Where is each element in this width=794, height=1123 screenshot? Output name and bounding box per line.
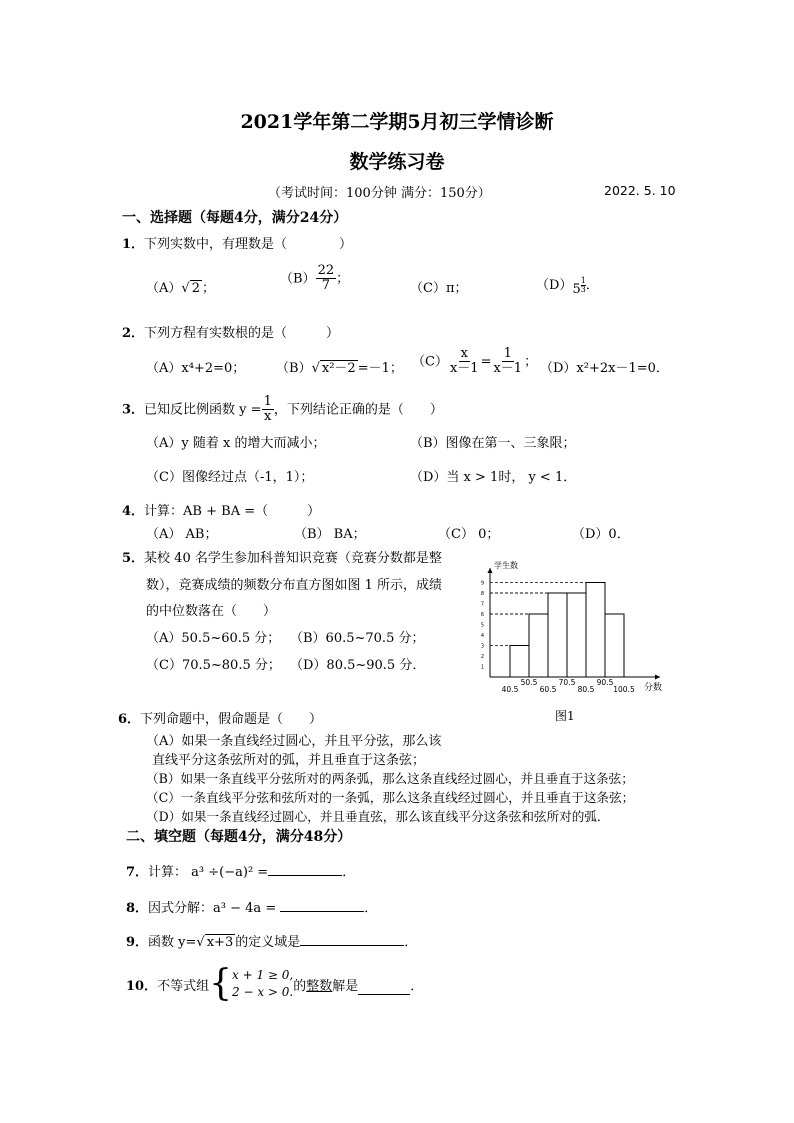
question-5 [122,547,442,566]
question-stem: 下列命题中，假命题是（ ） [140,712,323,727]
x-tick-label: 70.5 [558,678,576,687]
emphasized-word: 整数 [306,978,333,994]
question-1 [122,233,352,252]
question-10 [126,963,424,1004]
histogram-bar [586,583,605,678]
histogram-bar [548,593,567,677]
x-tick-label: 40.5 [501,685,519,694]
histogram-bar [529,614,548,677]
q4-option-b: （B） BA； [294,527,366,542]
q6-option-a-line1: （A）如果一条直线经过圆心，并且平分弦，那么该 [146,734,442,749]
y-tick-label: 3 [480,643,484,650]
q2-option-d: （D）x²+2x－1=0． [540,361,669,376]
answer-blank[interactable] [300,934,404,946]
histogram-bar [567,593,586,677]
page-title: 2021学年第二学期5月初三学情诊断 [240,111,554,133]
histogram-bar [605,614,624,677]
exam-info: （考试时间：100分钟 满分：150分） [268,186,491,201]
q3-option-b: （B）图像在第一、三象限； [410,436,576,451]
stem-text: 解是 [332,978,359,994]
y-tick-label: 1 [480,664,484,671]
q6-option-d: （D）如果一条直线经过圆心，并且垂直弦，那么该直线平分这条弦和弦所对的弧． [146,809,610,824]
exp-den: 3 [580,285,586,294]
y-tick-label: 2 [480,654,484,660]
denominator: x－1 [493,361,523,377]
option-label: （C） [412,354,448,370]
question-stem: 下列实数中，有理数是（ ） [144,237,353,252]
question-number: 9． [126,935,149,950]
section-heading-fill: 二、填空题（每题4分，满分48分） [126,829,352,845]
option-label: （B） [280,271,316,287]
exam-date: 2022. 5. 10 [604,183,676,198]
equals: = [480,354,492,370]
x-tick-label: 50.5 [520,678,538,687]
inequality-2: 2 − x > 0. [232,985,294,999]
numerator: 1 [503,346,512,361]
question-7 [126,861,355,880]
question-8 [126,897,377,916]
question-stem: 已知反比例函数 y = [144,402,262,418]
separator: ； [524,354,538,370]
q2-option-c [412,347,537,377]
question-number: 2． [122,326,145,341]
q6-option-a-line2: 直线平分这条弦所对的弧，并且垂直于这条弦； [152,753,426,768]
equation-rhs: =－1； [357,361,403,376]
y-axis-arrow [488,568,493,573]
x-tick-label: 100.5 [613,685,635,694]
question-number: 5． [122,551,145,566]
stem-text: 的 [293,978,307,994]
radicand: 2 [191,281,200,296]
x-tick-label: 60.5 [539,685,557,694]
numerator: 22 [317,263,335,278]
q5-stem-line2: 数），竞赛成绩的频数分布直方图如图 1 所示，成绩 [146,578,443,593]
y-tick-label: 4 [480,633,484,639]
answer-blank[interactable] [280,900,364,912]
question-4 [122,500,320,519]
y-tick-label: 6 [480,612,484,618]
radicand: x²－2 [321,361,356,376]
bars [510,583,624,678]
q6-option-b: （B）如果一条直线平分弦所对的两条弧，那么这条直线经过圆心，并且垂直于这条弦； [146,771,634,786]
denominator: x－1 [449,361,479,377]
q5-option-d: （D）80.5~90.5 分． [290,658,426,673]
numerator: 1 [263,394,272,409]
numerator: x [460,346,468,361]
radicand: x+3 [206,935,234,950]
question-9: 9．函数 y=√ x+3 的定义域是 ． [126,935,418,950]
q5-option-a: （A）50.5~60.5 分； [146,631,281,646]
x-tick-label: 80.5 [577,685,595,694]
question-number: 8． [126,901,149,916]
x-axis-arrow [655,675,660,680]
fraction [491,347,524,377]
q3-option-d: （D）当 x > 1时， y < 1． [410,470,577,485]
q3-option-a: （A）y 随着 x 的增大而减小； [146,436,326,451]
question-number: 4． [122,504,145,519]
q4-option-d: （D）0． [572,527,630,542]
fraction [448,347,481,377]
punctuation: ． [342,865,356,880]
exp-num: 1 [580,276,586,285]
inequality-1: x + 1 ≥ 0, [232,967,294,982]
question-number: 6． [118,712,141,727]
figure-caption: 图1 [555,709,575,723]
y-tick-label: 8 [480,591,484,597]
question-3 [122,395,443,425]
histogram-bar [510,646,529,678]
system-brace: { [209,963,233,1004]
q5-stem-line3: 的中位数落在（ ） [146,604,277,619]
question-stem: 计算：AB + BA =（ ） [144,504,321,519]
q4-option-a: （A） AB； [146,527,218,542]
q1-option-d: （D）5 $\frac{1}{3}$ ． [536,276,599,297]
y-tick-label: 9 [480,580,484,587]
fraction [262,395,274,425]
option-label: （A） [146,281,182,296]
punctuation: ． [410,978,424,994]
question-stem: 函数 y= [148,935,197,950]
question-number: 10． [126,978,158,994]
denominator: x [264,409,272,425]
fraction [316,264,337,294]
q1-option-a: （A）√ 2 ； [146,281,215,296]
denominator: 7 [321,278,330,294]
q1-option-c: （C）π； [410,281,468,296]
section-heading-choice: 一、选择题（每题4分，满分24分） [122,210,348,226]
question-number: 1． [122,237,145,252]
q4-option-c: （C） 0； [438,527,500,542]
punctuation: ． [364,901,378,916]
question-stem-end: ，下列结论正确的是（ ） [273,402,443,418]
x-tick-labels [502,678,635,694]
answer-blank[interactable] [358,983,410,995]
question-stem: 某校 40 名学生参加科普知识竞赛（竞赛分数都是整 [144,551,442,566]
page-subtitle: 数学练习卷 [349,151,445,173]
q3-option-c: （C）图像经过点（-1，1）； [146,470,314,485]
question-number: 3． [122,402,145,418]
y-tick-labels [481,581,484,671]
question-number: 7． [126,865,149,880]
q1-option-b: （B） $\frac{22}{7}$ ； [280,263,350,294]
question-stem: 下列方程有实数根的是（ ） [144,326,340,341]
y-tick-label: 5 [480,622,484,629]
punctuation: ． [404,935,418,950]
question-6 [118,708,322,727]
exp-base: 5 [572,282,581,297]
exponent-fraction [581,277,586,294]
y-axis-label: 学生数 [494,561,518,570]
q6-option-c: （C）一条直线平分弦和弦所对的一条弧，那么这条直线经过圆心，并且垂直于这条弦； [146,790,635,805]
option-label: （B） [276,361,312,376]
x-tick-label: 90.5 [596,678,614,687]
question-stem: 不等式组 [157,978,210,994]
q5-option-b: （B）60.5~70.5 分； [290,631,425,646]
x-axis-label: 分数 [644,683,663,693]
q2-option-a: （A）x⁴+2=0； [146,361,246,376]
q5-option-c: （C）70.5~80.5 分； [146,658,281,673]
answer-blank[interactable] [268,864,342,876]
question-2 [122,322,339,341]
option-label: （D） [536,278,573,293]
question-stem: 计算： a³ ÷(−a)² = [148,865,269,880]
q2-option-b: （B）√ x²－2 =－1； [276,361,403,376]
histogram-figure [472,555,682,705]
inequality-system [232,967,293,1002]
question-stem: 因式分解：a³ − 4a = [148,901,277,916]
y-tick-label: 7 [480,601,484,608]
question-stem-end: 的定义域是 [235,935,301,950]
